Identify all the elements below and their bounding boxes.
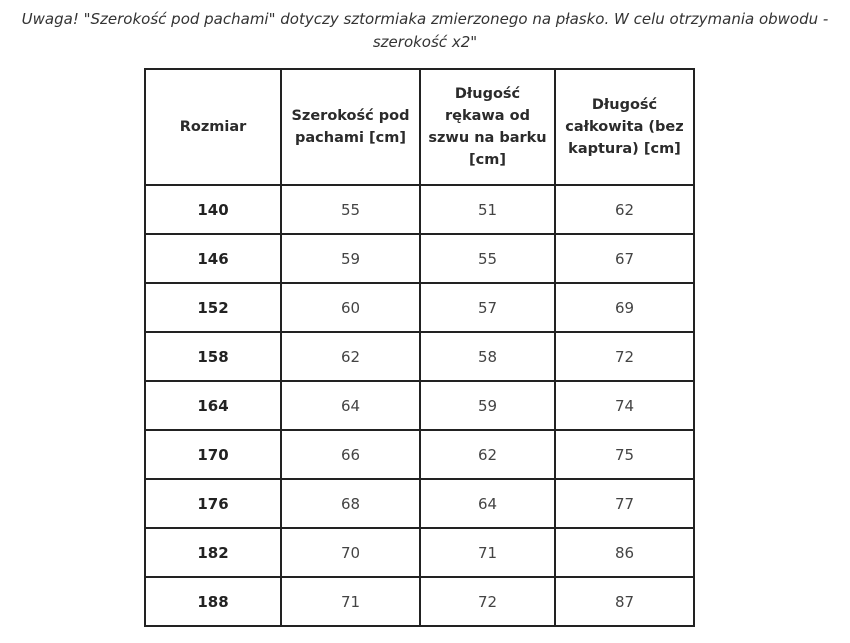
sleeve-length-cell: 55 [420,234,555,283]
table-body [145,185,694,626]
chest-width-cell: 68 [281,479,420,528]
chest-width-cell: 71 [281,577,420,626]
chest-width-cell: 66 [281,430,420,479]
sleeve-length-cell: 72 [420,577,555,626]
size-cell: 176 [145,479,281,528]
total-length-cell: 74 [555,381,694,430]
table-row [145,234,694,283]
size-chart-table [144,68,695,627]
table-row [145,528,694,577]
table-row [145,332,694,381]
table-row [145,283,694,332]
table-row [145,577,694,626]
measurement-note [0,8,850,54]
total-length-cell: 67 [555,234,694,283]
total-length-cell: 75 [555,430,694,479]
size-cell: 152 [145,283,281,332]
size-cell: 182 [145,528,281,577]
size-cell: 170 [145,430,281,479]
sleeve-length-cell: 64 [420,479,555,528]
header-sleeve-length: Długość rękawa od szwu na barku [cm] [420,69,555,185]
sleeve-length-cell: 62 [420,430,555,479]
chest-width-cell: 55 [281,185,420,234]
table-row [145,185,694,234]
size-cell: 146 [145,234,281,283]
table-row [145,479,694,528]
sleeve-length-cell: 58 [420,332,555,381]
total-length-cell: 72 [555,332,694,381]
sleeve-length-cell: 57 [420,283,555,332]
measurement-note-line-1: Uwaga! "Szerokość pod pachami" dotyczy sztormiaka zmierzonego na płasko. W celu otrzymania obwodu - [21,10,829,28]
sleeve-length-cell: 59 [420,381,555,430]
measurement-note-line-2: szerokość x2" [372,33,478,51]
header-total-length: Długość całkowita (bez kaptura) [cm] [555,69,694,185]
chest-width-cell: 62 [281,332,420,381]
size-cell: 158 [145,332,281,381]
table-header-row [145,69,694,185]
total-length-cell: 62 [555,185,694,234]
chest-width-cell: 64 [281,381,420,430]
table-row [145,381,694,430]
chest-width-cell: 60 [281,283,420,332]
size-cell: 188 [145,577,281,626]
header-size: Rozmiar [145,69,281,185]
header-chest-width: Szerokość pod pachami [cm] [281,69,420,185]
size-cell: 164 [145,381,281,430]
table-row [145,430,694,479]
chest-width-cell: 70 [281,528,420,577]
total-length-cell: 87 [555,577,694,626]
total-length-cell: 77 [555,479,694,528]
total-length-cell: 86 [555,528,694,577]
chest-width-cell: 59 [281,234,420,283]
total-length-cell: 69 [555,283,694,332]
size-cell: 140 [145,185,281,234]
sleeve-length-cell: 71 [420,528,555,577]
sleeve-length-cell: 51 [420,185,555,234]
